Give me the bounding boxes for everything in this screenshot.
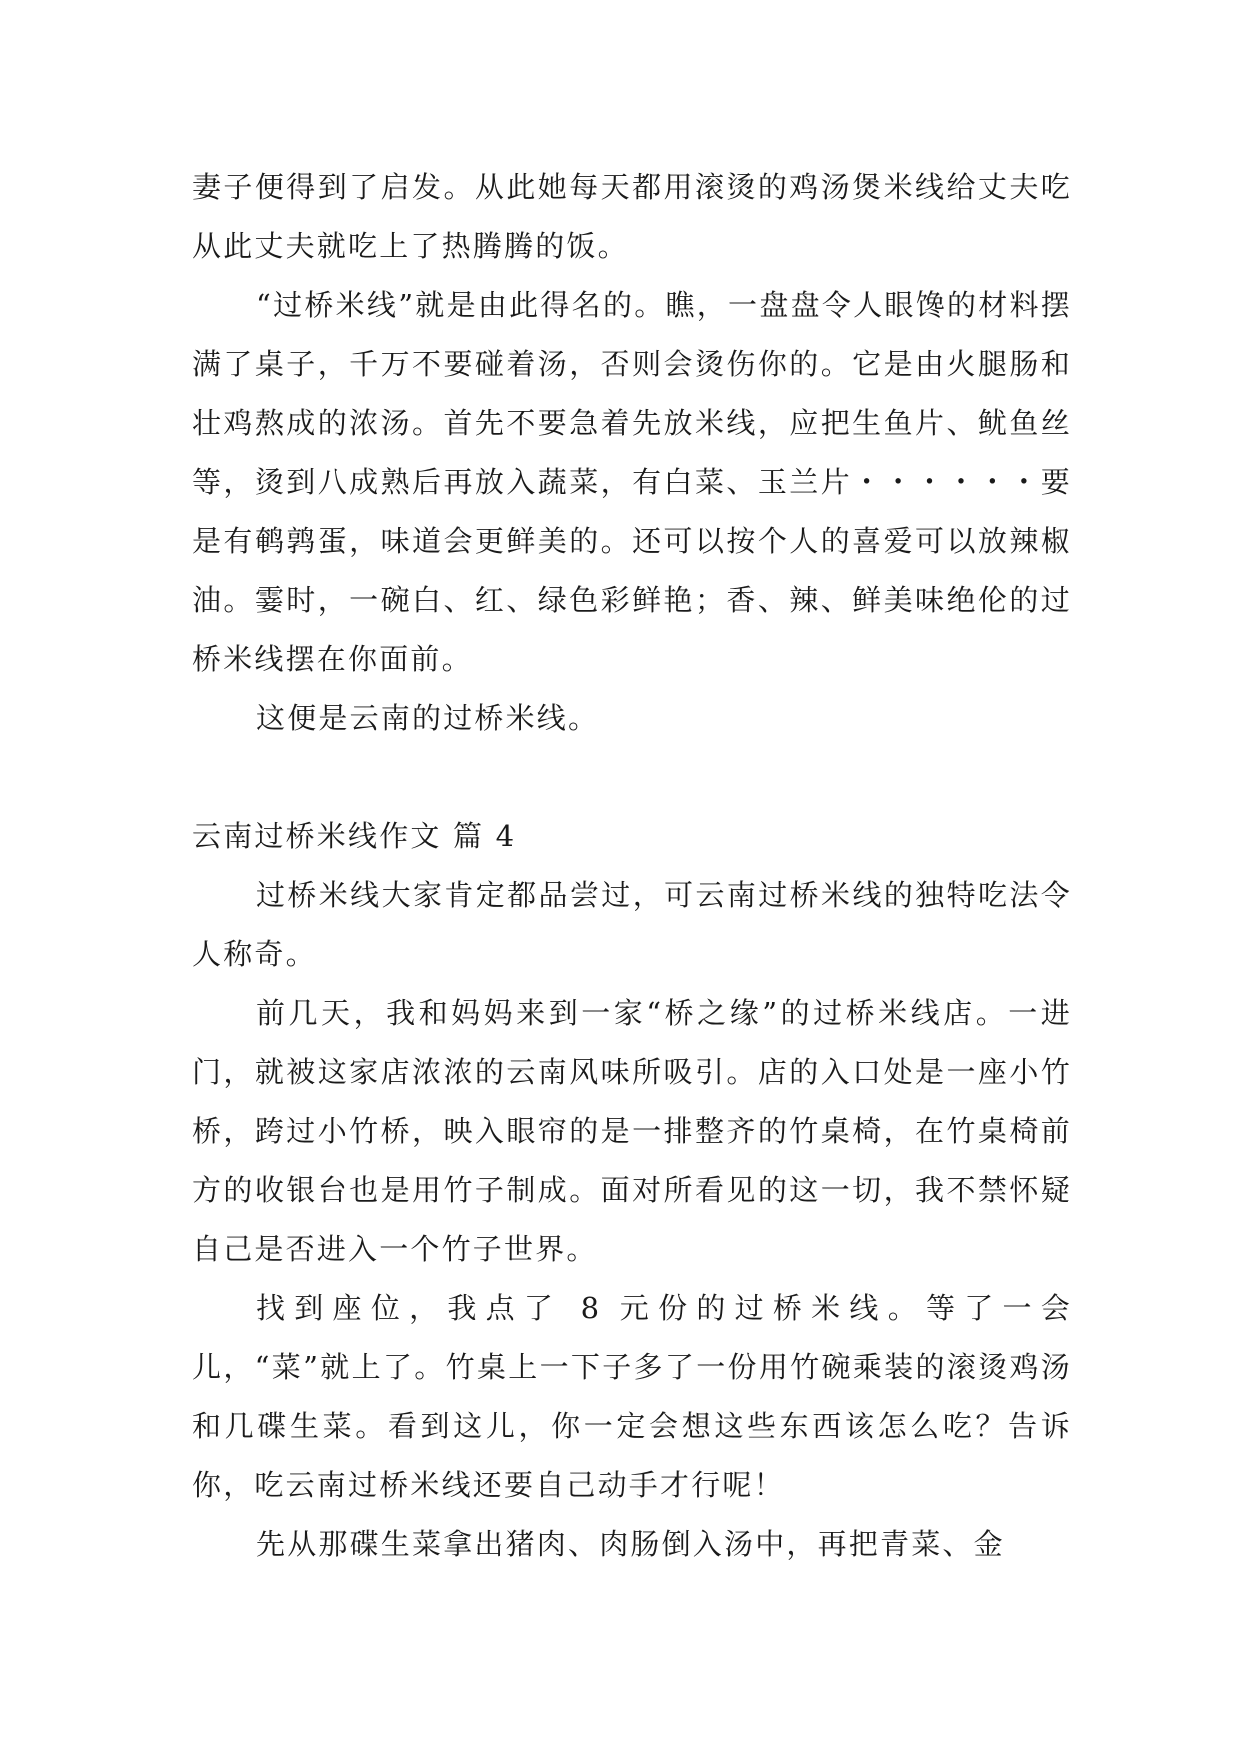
section-4-paragraph-2: 前几天，我和妈妈来到一家“桥之缘”的过桥米线店。一进门，就被这家店浓浓的云南风味所吸引。店的入口处是一座小竹桥，跨过小竹桥，映入眼帘的是一排整齐的竹桌椅，在竹桌椅前方的收银台也是用竹子制成。面对所看见的这一切，我不禁怀疑自己是否进入一个竹子世界。: [192, 996, 1072, 1266]
section-4-heading: 云南过桥米线作文 篇 4: [192, 819, 517, 853]
section-spacer: [192, 748, 1072, 807]
section-4-paragraph-4: 先从那碟生菜拿出猪肉、肉肠倒入汤中，再把青菜、金: [256, 1527, 1005, 1561]
section-4-paragraph-1: 过桥米线大家肯定都品尝过，可云南过桥米线的独特吃法令人称奇。: [192, 878, 1072, 971]
section-4-paragraph-3: 找到座位，我点了 8 元份的过桥米线。等了一会儿，“菜”就上了。竹桌上一下子多了一份用竹碗乘装的滚烫鸡汤和几碟生菜。看到这儿，你一定会想这些东西该怎么吃？告诉你，吃云南过桥米线还要自己动手才行呢！: [192, 1291, 1072, 1502]
continuation-paragraph-3: 这便是云南的过桥米线。: [256, 701, 600, 735]
document-body: [192, 158, 1072, 1574]
continuation-paragraph-1: 妻子便得到了启发。从此她每天都用滚烫的鸡汤煲米线给丈夫吃从此丈夫就吃上了热腾腾的饭。: [192, 170, 1072, 263]
continuation-paragraph-2: “过桥米线”就是由此得名的。瞧，一盘盘令人眼馋的材料摆满了桌子，千万不要碰着汤，否则会烫伤你的。它是由火腿肠和壮鸡熬成的浓汤。首先不要急着先放米线，应把生鱼片、鱿鱼丝等，烫到八成熟后再放入蔬菜，有白菜、玉兰片・・・・・・要是有鹌鹑蛋，味道会更鲜美的。还可以按个人的喜爱可以放辣椒油。霎时，一碗白、红、绿色彩鲜艳；香、辣、鲜美味绝伦的过桥米线摆在你面前。: [192, 288, 1072, 676]
